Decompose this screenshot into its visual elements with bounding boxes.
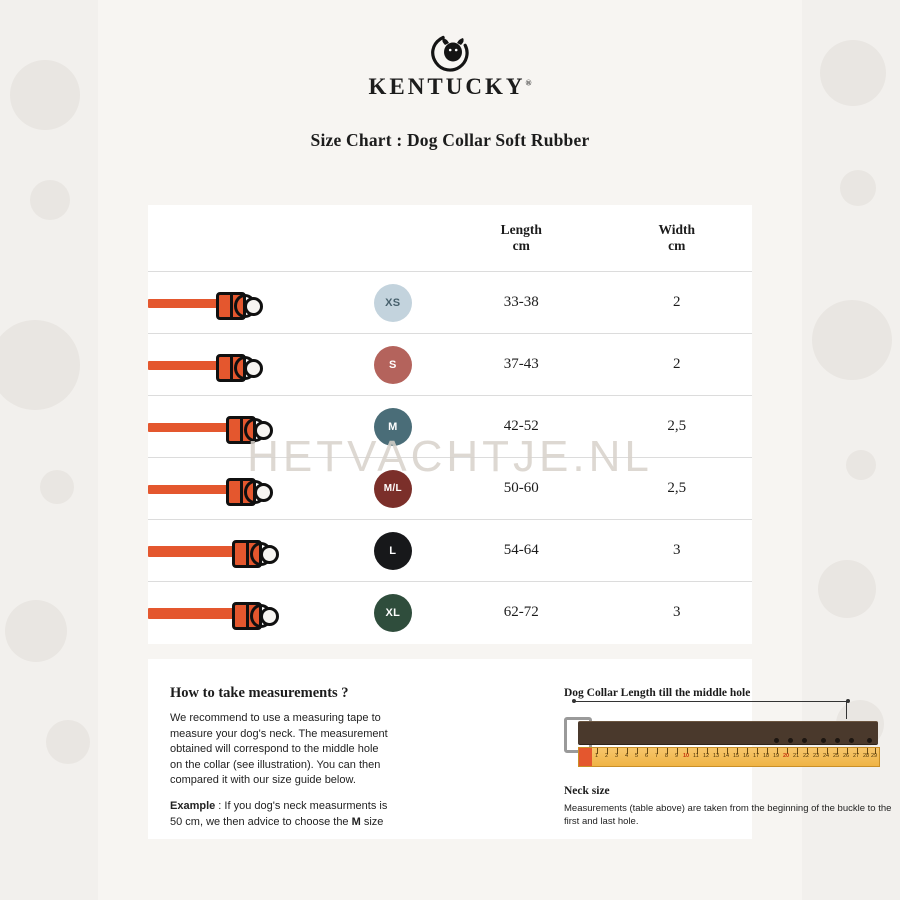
- collar-illustration-cell: [148, 582, 345, 644]
- size-badge-label: M/L: [383, 483, 402, 494]
- table-header-row: [148, 205, 752, 272]
- brand-name-text: KENTUCKY: [368, 74, 526, 99]
- brand-name: [369, 74, 532, 100]
- size-badge: [374, 470, 412, 508]
- size-badge-cell: [345, 458, 441, 520]
- illustration-title: Dog Collar Length till the middle hole: [564, 687, 751, 699]
- size-badge-cell: [345, 396, 441, 458]
- length-value: 54-64: [441, 520, 602, 582]
- size-badge-label: XS: [385, 296, 401, 309]
- collar-graphic: [148, 414, 344, 440]
- table-row: [148, 520, 752, 582]
- collar-graphic: [148, 352, 344, 378]
- collar-illustration-cell: [148, 520, 345, 582]
- measurement-illustration-block: [564, 687, 894, 829]
- collar-graphic: [148, 538, 344, 564]
- collar-illustration-cell: [148, 334, 345, 396]
- size-badge-cell: [345, 272, 441, 334]
- belt-graphic: [578, 721, 878, 745]
- example-size: M: [351, 815, 361, 828]
- header-width-label: Width: [658, 222, 695, 238]
- table-row: [148, 334, 752, 396]
- width-value: 2,5: [601, 458, 752, 520]
- page-title: Size Chart : Dog Collar Soft Rubber: [310, 130, 590, 150]
- size-badge: [374, 408, 412, 446]
- size-badge-label: S: [388, 358, 397, 371]
- example-text: : If you dog's neck measurments is 50 cm, we then advice to choose the: [170, 800, 388, 828]
- size-chart-card: [148, 205, 752, 644]
- header-length-label: Length: [500, 222, 542, 238]
- trademark-symbol: ®: [525, 78, 532, 88]
- dog-head-logo-icon: [430, 34, 470, 72]
- width-value: 2: [601, 272, 752, 334]
- collar-illustration-cell: [148, 396, 345, 458]
- header-size: [345, 205, 441, 272]
- size-badge-cell: [345, 582, 441, 644]
- collar-illustration-cell: [148, 458, 345, 520]
- collar-graphic: [148, 476, 344, 502]
- table-row: [148, 272, 752, 334]
- belt-holes: [765, 730, 872, 748]
- length-value: 50-60: [441, 458, 602, 520]
- neck-size-label: Neck size: [564, 785, 610, 797]
- width-value: 3: [672, 604, 681, 621]
- width-value: 3: [601, 520, 752, 582]
- length-value: 62-72: [503, 604, 539, 621]
- length-value: 42-52: [441, 396, 602, 458]
- collar-graphic: [148, 600, 344, 626]
- collar-tape-illustration: [564, 705, 894, 779]
- measurement-note: Measurements (table above) are taken from the beginning of the buckle to the first and last hole.: [564, 803, 892, 828]
- size-badge-cell: [345, 334, 441, 396]
- collar-illustration-cell: [148, 272, 345, 334]
- size-badge: [374, 532, 412, 570]
- header-length: [441, 205, 602, 272]
- length-value: 33-38: [441, 272, 602, 334]
- header-collar: [148, 205, 345, 272]
- header-length-unit: cm: [512, 238, 530, 253]
- size-badge: [374, 346, 412, 384]
- watermark: HETVACHTJE.NL: [247, 432, 653, 481]
- measurement-body: We recommend to use a measuring tape to measure your dog's neck. The measurement obtained will correspond to the middle hole on the collar (see illustration). You can then compared it with our size guide below.: [170, 712, 388, 787]
- table-row: [148, 396, 752, 458]
- measurement-text-block: [170, 685, 392, 840]
- size-badge-label: M: [388, 420, 398, 433]
- measurement-example: [170, 799, 392, 830]
- measurement-instructions-card: [148, 659, 892, 839]
- size-badge: [374, 594, 412, 632]
- measurement-heading: How to take measurements ?: [170, 685, 349, 701]
- length-value: 37-43: [441, 334, 602, 396]
- header-width: [601, 205, 752, 272]
- size-badge-cell: [345, 520, 441, 582]
- width-value: 2: [601, 334, 752, 396]
- header-width-unit: cm: [668, 238, 686, 253]
- measuring-tape-graphic: 1 2 3 4 5 6 7 8 9 10 11 12 13 14 15 16 17 18 19 20 21 22 23 24 25 26 27 28 29: [578, 747, 880, 767]
- size-table: [148, 205, 752, 644]
- width-value: 2,5: [601, 396, 752, 458]
- brand-logo: [98, 34, 802, 100]
- example-tail: size: [360, 815, 384, 828]
- size-badge-label: XL: [385, 606, 401, 619]
- table-row: [148, 582, 752, 644]
- example-label: Example: [170, 800, 216, 813]
- collar-graphic: [148, 290, 344, 316]
- size-badge: [374, 284, 412, 322]
- size-badge-label: L: [389, 544, 397, 557]
- table-row: [148, 458, 752, 520]
